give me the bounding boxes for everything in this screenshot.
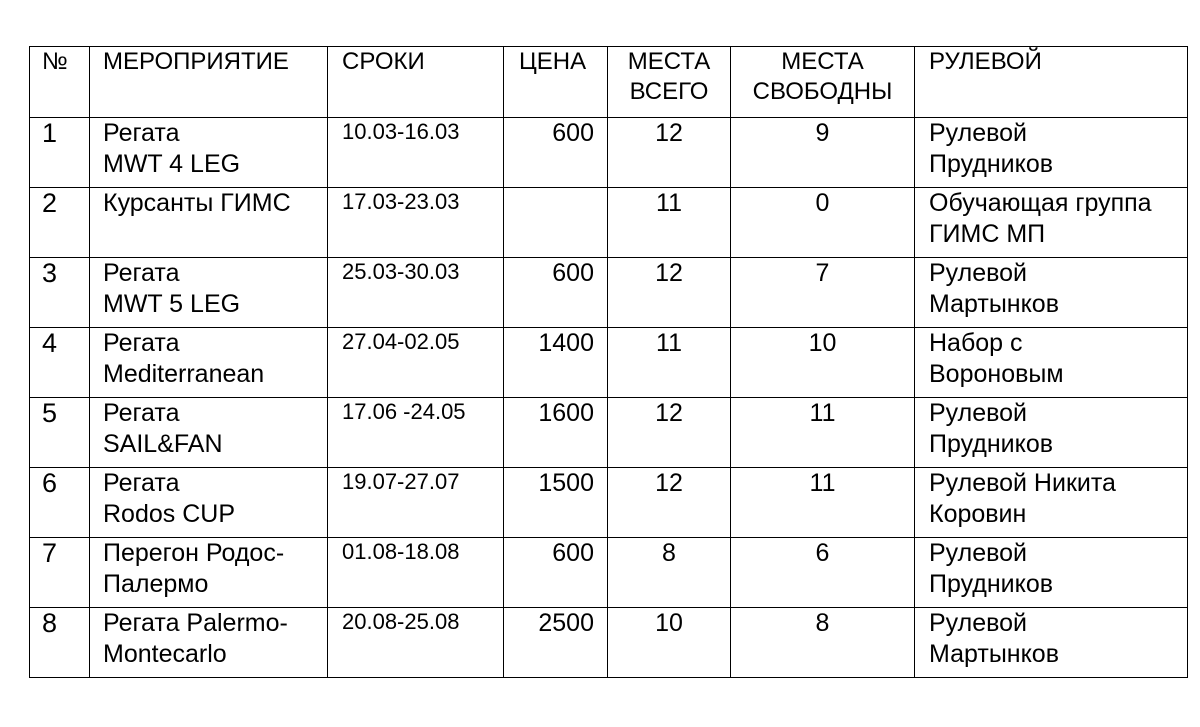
header-price: ЦЕНА (504, 47, 608, 118)
row-dates: 25.03-30.03 (328, 258, 504, 328)
row-seats-total: 12 (608, 118, 731, 188)
row-price: 600 (504, 258, 608, 328)
row-seats-total: 11 (608, 328, 731, 398)
row-price: 600 (504, 538, 608, 608)
row-price (504, 188, 608, 258)
row-seats-total: 8 (608, 538, 731, 608)
table-row (30, 468, 1188, 538)
row-dates: 10.03-16.03 (328, 118, 504, 188)
row-num: 7 (30, 538, 90, 608)
row-seats-total: 12 (608, 258, 731, 328)
row-seats-free: 10 (731, 328, 915, 398)
row-event: Регата MWT 4 LEG (90, 118, 328, 188)
row-num: 2 (30, 188, 90, 258)
header-num: № (30, 47, 90, 118)
row-num: 6 (30, 468, 90, 538)
row-dates: 17.03-23.03 (328, 188, 504, 258)
row-price: 1500 (504, 468, 608, 538)
row-helmsman: Рулевой Прудников (915, 538, 1188, 608)
table-header-row (30, 47, 1188, 118)
row-helmsman: Рулевой Никита Коровин (915, 468, 1188, 538)
row-seats-total: 10 (608, 608, 731, 678)
header-event: МЕРОПРИЯТИЕ (90, 47, 328, 118)
row-event: Регата Rodos CUP (90, 468, 328, 538)
row-seats-free: 7 (731, 258, 915, 328)
table-row (30, 118, 1188, 188)
row-dates: 01.08-18.08 (328, 538, 504, 608)
header-dates: СРОКИ (328, 47, 504, 118)
row-dates: 27.04-02.05 (328, 328, 504, 398)
table-row (30, 538, 1188, 608)
table-row (30, 258, 1188, 328)
table-row (30, 188, 1188, 258)
row-price: 600 (504, 118, 608, 188)
row-num: 1 (30, 118, 90, 188)
row-seats-total: 11 (608, 188, 731, 258)
row-event: Регата SAIL&FAN (90, 398, 328, 468)
row-num: 4 (30, 328, 90, 398)
row-price: 2500 (504, 608, 608, 678)
table-row (30, 328, 1188, 398)
row-event: Регата MWT 5 LEG (90, 258, 328, 328)
row-seats-free: 11 (731, 398, 915, 468)
row-num: 8 (30, 608, 90, 678)
row-dates: 20.08-25.08 (328, 608, 504, 678)
header-helmsman: РУЛЕВОЙ (915, 47, 1188, 118)
row-price: 1600 (504, 398, 608, 468)
row-seats-free: 9 (731, 118, 915, 188)
row-event: Курсанты ГИМС (90, 188, 328, 258)
row-helmsman: Набор с Вороновым (915, 328, 1188, 398)
row-dates: 19.07-27.07 (328, 468, 504, 538)
table-row (30, 398, 1188, 468)
row-helmsman: Рулевой Прудников (915, 118, 1188, 188)
row-num: 5 (30, 398, 90, 468)
row-seats-total: 12 (608, 398, 731, 468)
row-dates: 17.06 -24.05 (328, 398, 504, 468)
header-seats-free: МЕСТА СВОБОДНЫ (731, 47, 915, 118)
row-seats-total: 12 (608, 468, 731, 538)
row-seats-free: 11 (731, 468, 915, 538)
header-seats-total: МЕСТА ВСЕГО (608, 47, 731, 118)
row-event: Регата Palermo- Montecarlo (90, 608, 328, 678)
schedule-table (29, 46, 1188, 678)
row-event: Перегон Родос- Палермо (90, 538, 328, 608)
row-seats-free: 6 (731, 538, 915, 608)
row-price: 1400 (504, 328, 608, 398)
row-seats-free: 8 (731, 608, 915, 678)
row-helmsman: Рулевой Мартынков (915, 258, 1188, 328)
row-helmsman: Рулевой Мартынков (915, 608, 1188, 678)
row-seats-free: 0 (731, 188, 915, 258)
row-helmsman: Обучающая группа ГИМС МП (915, 188, 1188, 258)
row-event: Регата Mediterranean (90, 328, 328, 398)
row-num: 3 (30, 258, 90, 328)
table-row (30, 608, 1188, 678)
row-helmsman: Рулевой Прудников (915, 398, 1188, 468)
